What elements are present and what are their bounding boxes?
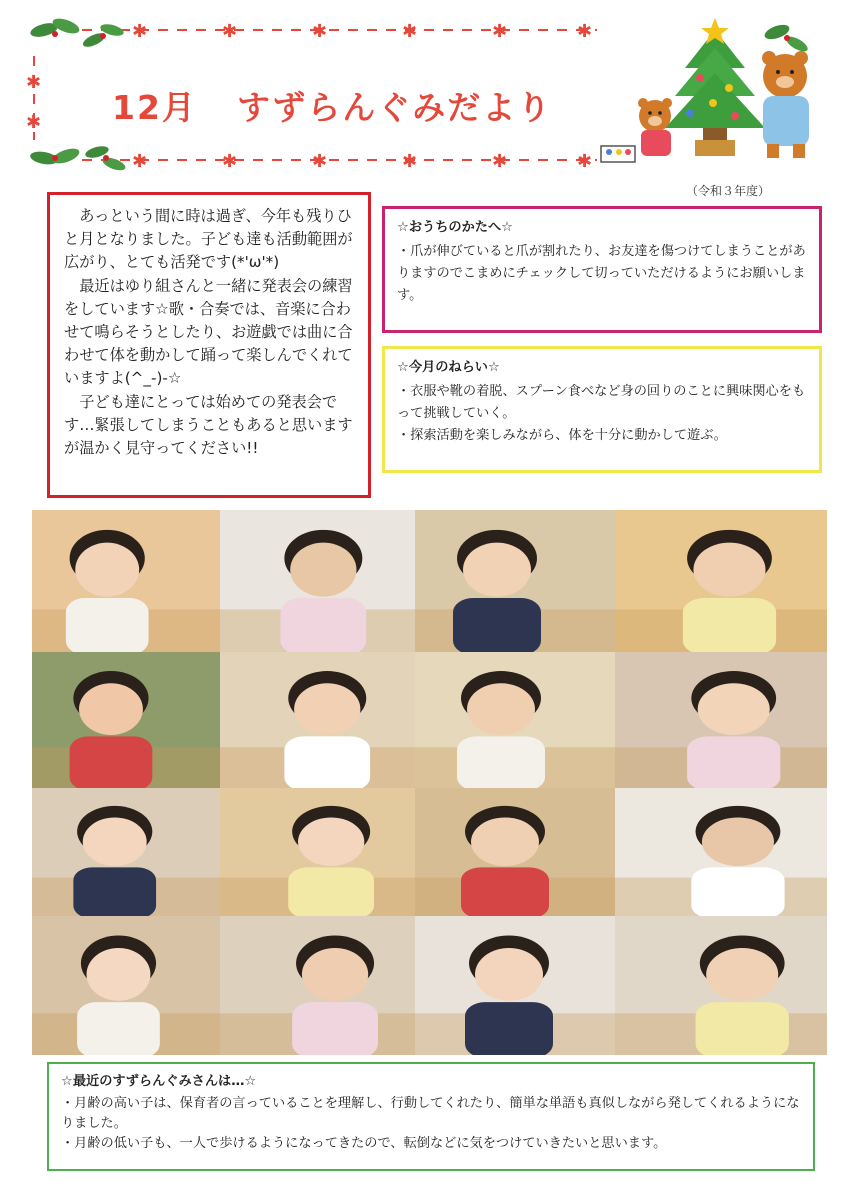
photo-toddler-playmat (32, 510, 220, 652)
monthly-goal-heading: ☆今月のねらい☆ (397, 360, 500, 375)
svg-text:✱: ✱ (492, 21, 508, 42)
svg-text:✱: ✱ (402, 151, 418, 172)
greeting-paragraph: 子ども達にとっては始めての発表会です…緊張してしまうこともあると思いますが温かく見守ってください!! (64, 392, 353, 458)
svg-text:✱: ✱ (312, 151, 328, 172)
photo-playing-blocks (220, 916, 415, 1055)
home-notice-body: ・爪が伸びていると爪が割れたり、お友達を傷つけてしまうことがありますのでこまめにチェックして切っていただけるようにお願いします。 (397, 244, 806, 303)
monthly-goal-box (382, 346, 822, 473)
greeting-paragraph: あっという間に時は過ぎ、今年も残りひと月となりました。子ども達も活動範囲が広がり、とても活発です(*'ω'*) (64, 207, 353, 272)
greeting-paragraph: 最近はゆり組さんと一緒に発表会の練習をしています☆歌・合奏では、音楽に合わせて鳴らそうとしたり、お遊戯では曲に合わせて体を動かして踊って楽しんでくれていますよ(^_-)-☆ (64, 276, 353, 388)
svg-text:✱: ✱ (577, 151, 593, 172)
page-title (112, 82, 552, 129)
photo-baby-bib (415, 788, 615, 916)
photo-girl-portrait (32, 788, 220, 916)
photo-laughing-girl (615, 916, 827, 1055)
recent-heading: ☆最近のすずらんぐみさんは…☆ (61, 1074, 257, 1089)
photo-cuddling (415, 916, 615, 1055)
recent-item: ・月齢の高い子は、保育者の言っていることを理解し、行動してくれたり、簡単な単語も真似しながら発してくれるようになりました。 (61, 1096, 800, 1131)
recent-box (47, 1062, 815, 1171)
svg-text:✱: ✱ (222, 151, 238, 172)
holly-icon (29, 18, 125, 50)
photo-girl-toys (220, 788, 415, 916)
svg-text:✱: ✱ (402, 21, 418, 42)
svg-text:✱: ✱ (222, 21, 238, 42)
christmas-tree-icon (665, 18, 765, 156)
holly-icon (29, 144, 127, 173)
svg-text:✱: ✱ (492, 151, 508, 172)
gift-box-icon (601, 146, 635, 162)
greeting-box (47, 192, 371, 498)
photo-two-boys (415, 652, 615, 788)
home-notice-heading: ☆おうちのかたへ☆ (397, 220, 513, 235)
photo-smiling-baby (220, 652, 415, 788)
photo-two-girls (415, 510, 615, 652)
svg-text:✱: ✱ (26, 112, 42, 133)
bear-icon (762, 51, 809, 158)
photo-washroom (615, 788, 827, 916)
photo-grid (32, 510, 827, 1055)
svg-text:✱: ✱ (132, 151, 148, 172)
photo-face-closeup (32, 916, 220, 1055)
photo-outdoor-rocker (32, 652, 220, 788)
christmas-tree-illustration (595, 18, 820, 168)
title-month: 12月 (112, 88, 197, 127)
svg-text:✱: ✱ (26, 72, 42, 93)
recent-item: ・月齢の低い子も、一人で歩けるようになってきたので、転倒などに気をつけていきたいと思います。 (61, 1136, 667, 1151)
monthly-goal-item: ・探索活動を楽しみながら、体を十分に動かして遊ぶ。 (397, 428, 727, 443)
photo-toy-pot (615, 510, 827, 652)
title-class: すずらんぐみだより (236, 88, 553, 127)
svg-text:✱: ✱ (132, 21, 148, 42)
svg-text:✱: ✱ (312, 21, 328, 42)
home-notice-box (382, 206, 822, 333)
photo-standing-stripes (220, 510, 415, 652)
fiscal-year-label: （令和３年度） (686, 184, 771, 198)
photo-girl-closeup (615, 652, 827, 788)
svg-text:✱: ✱ (577, 21, 593, 42)
monthly-goal-item: ・衣服や靴の着脱、スプーン食べなど身の回りのことに興味関心をもって挑戦していく。 (397, 384, 806, 421)
